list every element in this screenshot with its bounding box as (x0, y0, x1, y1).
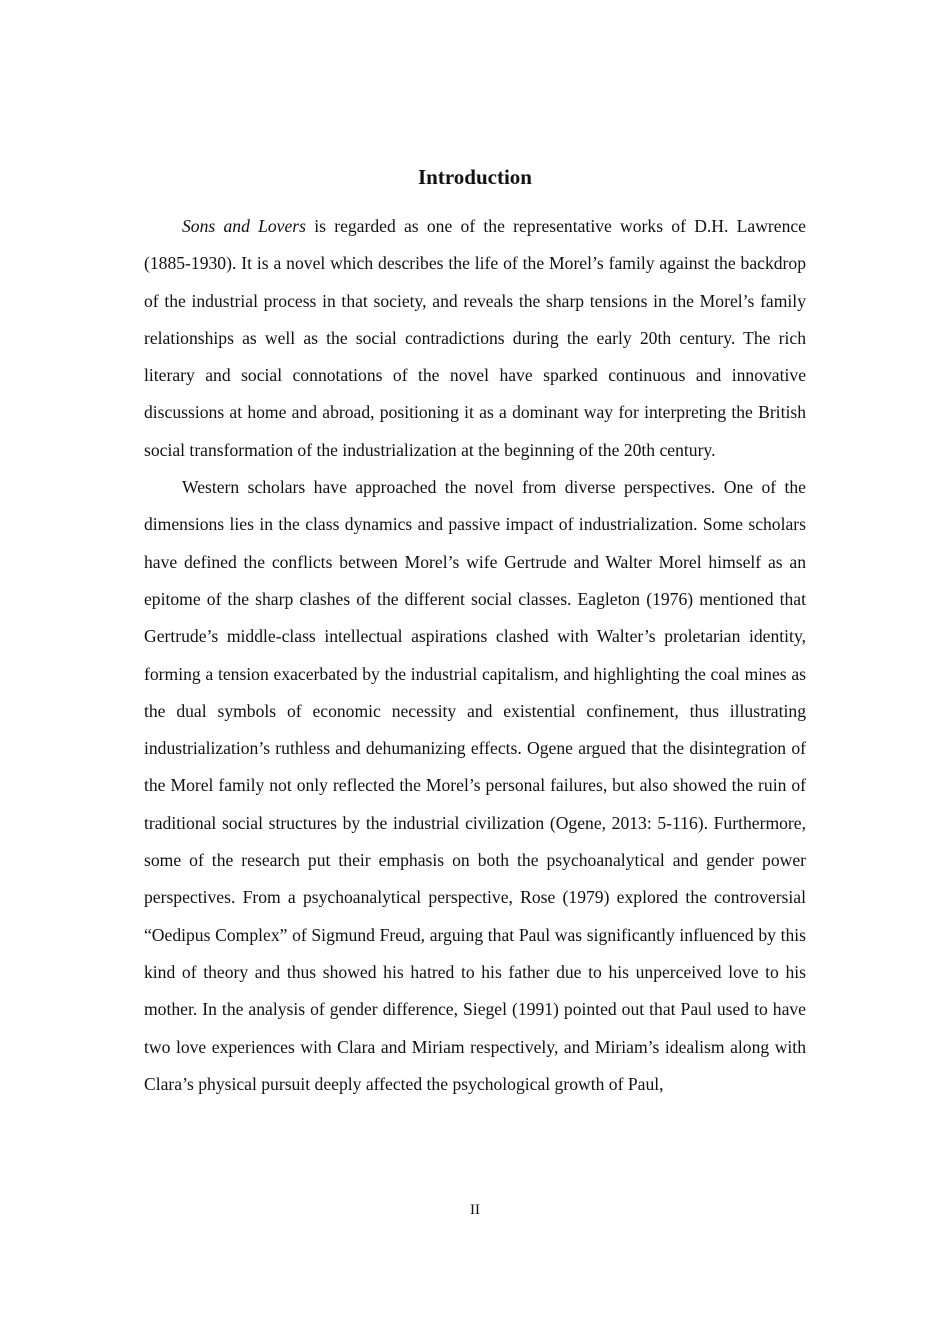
paragraph-1-text: is regarded as one of the representative works of D.H. Lawrence (1885-1930). It is a novel which describes the life of the Morel’s family against the backdrop of the industrial process in that society, and reveals the sharp tensions in the Morel’s family relationships as well as the social contradictions during the early 20th century. The rich literary and social connotations of the novel have sparked continuous and innovative discussions at home and abroad, positioning it as a dominant way for interpreting the British social transformation of the industrialization at the beginning of the 20th century. (144, 216, 806, 460)
body-text (144, 208, 806, 1103)
paragraph-2 (144, 469, 806, 1103)
page-number: II (470, 1202, 480, 1218)
book-title-italic: Sons and Lovers (182, 216, 306, 236)
paragraph-2-text: Western scholars have approached the novel from diverse perspectives. One of the dimensions lies in the class dynamics and passive impact of industrialization. Some scholars have defined the conflicts between Morel’s wife Gertrude and Walter Morel himself as an epitome of the sharp clashes of the different social classes. Eagleton (1976) mentioned that Gertrude’s middle-class intellectual aspirations clashed with Walter’s proletarian identity, forming a tension exacerbated by the industrial capitalism, and highlighting the coal mines as the dual symbols of economic necessity and existential confinement, thus illustrating industrialization’s ruthless and dehumanizing effects. Ogene argued that the disintegration of the Morel family not only reflected the Morel’s personal failures, but also showed the ruin of traditional social structures by the industrial civilization (Ogene, 2013: 5-116). Furthermore, some of the research put their emphasis on both the psychoanalytical and gender power perspectives. From a psychoanalytical perspective, Rose (1979) explored the controversial “Oedipus Complex” of Sigmund Freud, arguing that Paul was significantly influenced by this kind of theory and thus showed his hatred to his father due to his unperceived love to his mother. In the analysis of gender difference, Siegel (1991) pointed out that Paul used to have two love experiences with Clara and Miriam respectively, and Miriam’s idealism along with Clara’s physical pursuit deeply affected the psychological growth of Paul, (144, 477, 806, 1094)
page-title: Introduction (418, 165, 532, 189)
paragraph-1 (144, 208, 806, 469)
